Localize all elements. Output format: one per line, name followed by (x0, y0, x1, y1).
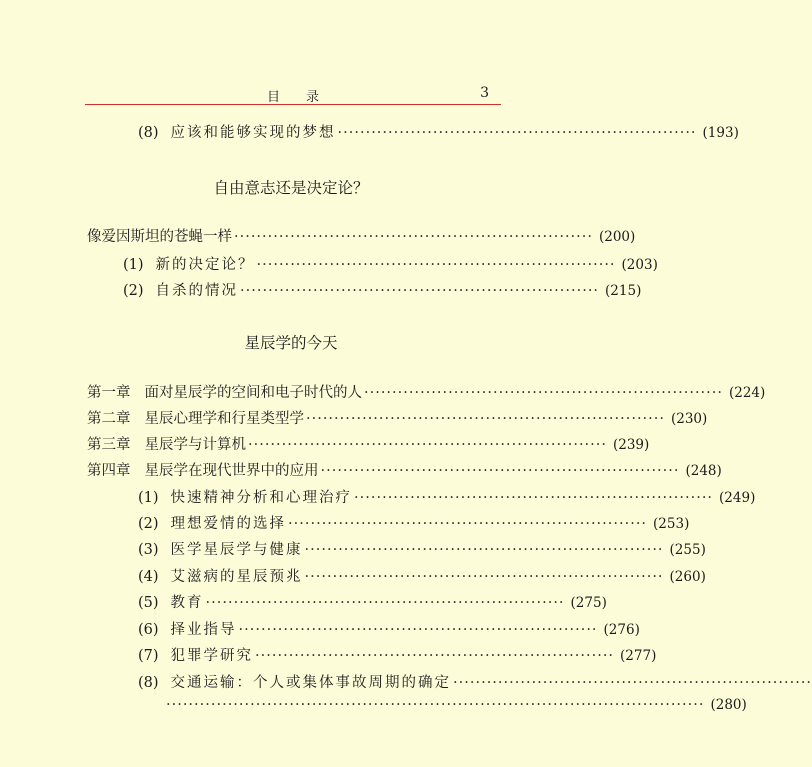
entry-number: (8) (138, 125, 159, 141)
entry-title: 自杀的情况 (155, 283, 239, 299)
toc-chapter[interactable] (87, 459, 722, 481)
page-number: 3 (480, 85, 489, 101)
entry-number: (3) (138, 542, 159, 558)
header-title: 目录 (266, 90, 345, 105)
entry-page: (224) (728, 385, 766, 401)
entry-page: (277) (620, 648, 657, 664)
entry-page: (239) (612, 437, 650, 453)
entry-number: (7) (138, 648, 159, 664)
toc-entry[interactable] (138, 486, 756, 508)
toc-entry-continuation[interactable] (166, 697, 747, 719)
entry-title: 教育 (170, 595, 204, 611)
entry-title: 新的决定论？ (155, 257, 255, 273)
dot-leader: ································································ (255, 648, 615, 664)
entry-title: 艾滋病的星辰预兆 (170, 569, 303, 585)
entry-page: (280) (710, 697, 747, 713)
dot-leader: ································································ (453, 675, 812, 691)
toc-entry[interactable] (123, 279, 642, 301)
entry-title: 星辰学在现代世界中的应用 (144, 463, 319, 479)
entry-number: (6) (138, 622, 159, 638)
toc-entry[interactable] (138, 565, 706, 587)
dot-leader: ································································ (354, 490, 714, 506)
toc-chapter[interactable] (87, 407, 708, 429)
dot-leader: ································································ (256, 257, 616, 273)
entry-page: (253) (653, 516, 690, 532)
dot-leader: ································································ (205, 595, 565, 611)
entry-title: 星辰心理学和行星类型学 (144, 411, 304, 427)
entry-title: 应该和能够实现的梦想 (170, 125, 336, 141)
entry-title: 理想爱情的选择 (170, 516, 287, 532)
dot-leader: ································································ (320, 463, 680, 479)
entry-page: (193) (702, 125, 739, 141)
entry-page: (200) (598, 229, 636, 245)
toc-entry[interactable] (138, 618, 640, 640)
entry-title: 交通运输：个人或集体事故周期的确定 (170, 675, 452, 691)
dot-leader: ································································ (238, 622, 598, 638)
entry-number: (5) (138, 595, 159, 611)
entry-title: 面对星辰学的空间和电子时代的人 (144, 385, 362, 401)
toc-entry[interactable] (138, 591, 607, 613)
entry-title: 犯罪学研究 (170, 648, 254, 664)
entry-page: (230) (670, 411, 708, 427)
dot-leader: ································································ (288, 516, 648, 532)
chapter-number: 第二章 (87, 411, 131, 427)
entry-page: (215) (605, 283, 642, 299)
entry-title: 像爱因斯坦的苍蝇一样 (87, 229, 232, 245)
toc-entry[interactable] (138, 512, 690, 534)
entry-number: (2) (123, 283, 144, 299)
entry-number: (1) (138, 490, 159, 506)
toc-chapter[interactable] (87, 433, 650, 455)
toc-entry[interactable] (87, 225, 636, 247)
chapter-number: 第四章 (87, 463, 131, 479)
section-title: 自由意志还是决定论？ (213, 179, 369, 197)
entry-page: (260) (669, 569, 706, 585)
toc-entry[interactable] (138, 538, 706, 560)
entry-number: (2) (138, 516, 159, 532)
dot-leader: ································································································ (166, 697, 705, 713)
entry-title: 择业指导 (170, 622, 237, 638)
entry-page: (275) (570, 595, 607, 611)
page-header (85, 84, 501, 105)
entry-number: (1) (123, 257, 144, 273)
toc-entry[interactable] (138, 671, 812, 693)
toc-entry[interactable] (138, 121, 739, 143)
toc-entry[interactable] (138, 644, 657, 666)
dot-leader: ································································ (304, 542, 664, 558)
section-title: 星辰学的今天 (244, 334, 338, 352)
dot-leader: ································································ (234, 229, 593, 245)
entry-page: (203) (621, 257, 658, 273)
dot-leader: ································································ (337, 125, 697, 141)
entry-number: (4) (138, 569, 159, 585)
entry-page: (249) (719, 490, 756, 506)
dot-leader: ································································ (304, 569, 664, 585)
entry-title: 医学星辰学与健康 (170, 542, 303, 558)
dot-leader: ································································ (248, 437, 607, 453)
dot-leader: ································································ (240, 283, 600, 299)
entry-number: (8) (138, 675, 159, 691)
dot-leader: ································································ (306, 411, 665, 427)
dot-leader: ································································ (364, 385, 723, 401)
entry-page: (276) (603, 622, 640, 638)
entry-page: (255) (669, 542, 706, 558)
entry-title: 星辰学与计算机 (144, 437, 246, 453)
chapter-number: 第一章 (87, 385, 131, 401)
toc-chapter[interactable] (87, 381, 766, 403)
entry-page: (248) (685, 463, 722, 479)
chapter-number: 第三章 (87, 437, 131, 453)
toc-entry[interactable] (123, 253, 658, 275)
entry-title: 快速精神分析和心理治疗 (170, 490, 353, 506)
